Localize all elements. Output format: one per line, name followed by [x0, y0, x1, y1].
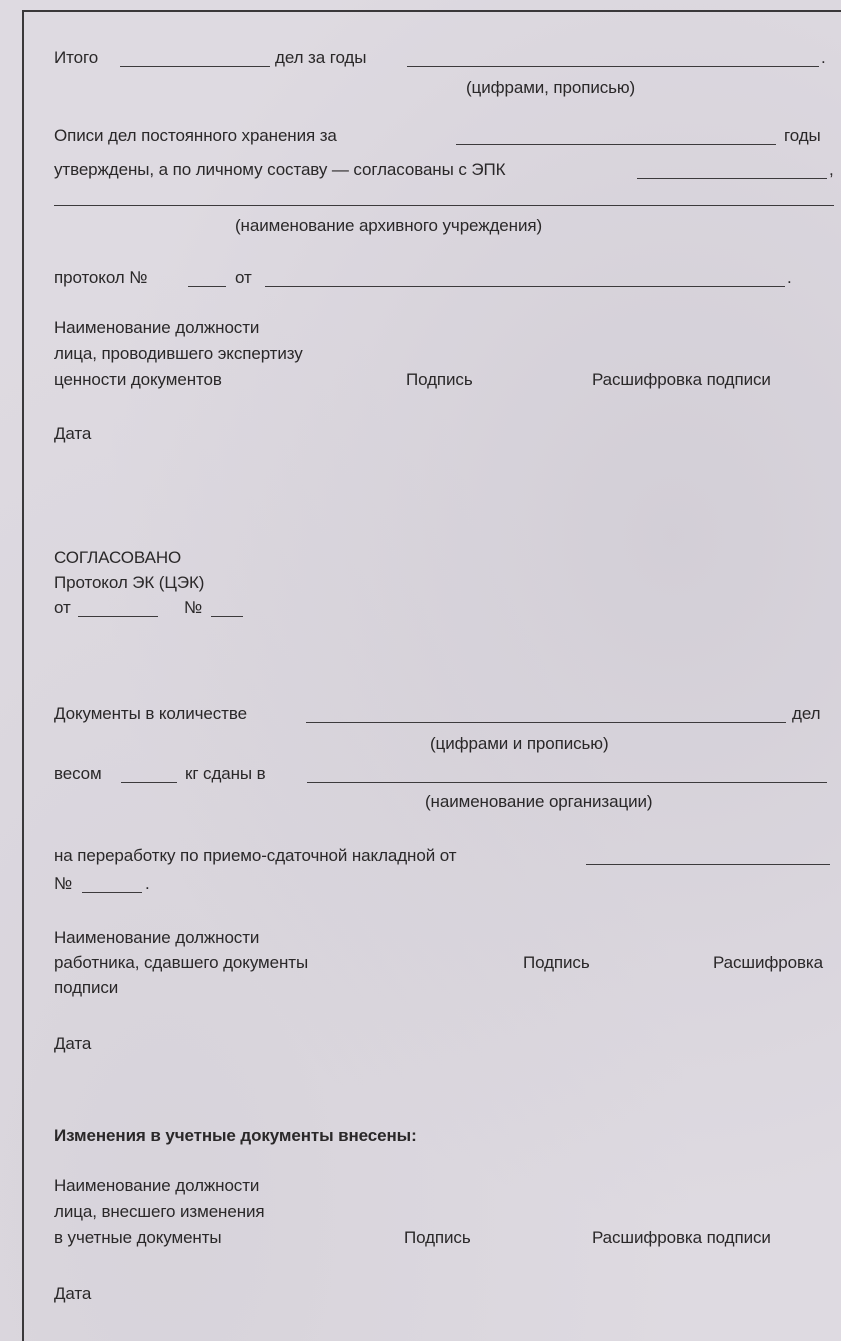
form-frame-top: [22, 10, 841, 12]
expert-position-line2: лица, проводившего экспертизу: [54, 344, 303, 363]
inventories-years-blank[interactable]: [456, 144, 776, 145]
protocol-from: от: [235, 268, 252, 287]
approved-date-blank[interactable]: [78, 616, 158, 617]
inventories-line2: утверждены, а по личному составу — согласованы с ЭПК: [54, 160, 506, 179]
worker-position-line2: работника, сдавшего документы: [54, 953, 309, 972]
expert-position-line3: ценности документов: [54, 370, 222, 389]
approved-from: от: [54, 598, 71, 617]
expert-date-label: Дата: [54, 424, 92, 443]
inventories-line1: Описи дел постоянного хранения за: [54, 126, 337, 145]
protocol-end: .: [787, 268, 792, 287]
approved-title: СОГЛАСОВАНО: [54, 548, 182, 567]
total-end: .: [821, 48, 826, 67]
invoice-number-blank[interactable]: [82, 892, 142, 893]
protocol-number-blank[interactable]: [188, 286, 226, 287]
total-count-blank[interactable]: [120, 66, 270, 67]
documents-weight-blank[interactable]: [121, 782, 177, 783]
approved-protocol: Протокол ЭК (ЦЭК): [54, 573, 205, 592]
recycle-date-blank[interactable]: [586, 864, 830, 865]
documents-qty-blank[interactable]: [306, 722, 786, 723]
archive-name-blank[interactable]: [54, 205, 834, 206]
changes-position-line1: Наименование должности: [54, 1176, 260, 1195]
expert-signature-label: Подпись: [406, 370, 473, 389]
expert-decoding-label: Расшифровка подписи: [592, 370, 771, 389]
invoice-number-label: №: [54, 874, 73, 893]
worker-position-line1: Наименование должности: [54, 928, 260, 947]
documents-qty-label: Документы в количестве: [54, 704, 247, 723]
worker-date-label: Дата: [54, 1034, 92, 1053]
changes-date-label: Дата: [54, 1284, 92, 1303]
changes-decoding-label: Расшифровка подписи: [592, 1228, 771, 1247]
recycle-label: на переработку по приемо-сдаточной накладной от: [54, 846, 457, 865]
changes-heading: Изменения в учетные документы внесены:: [54, 1126, 417, 1145]
inventories-years-suffix: годы: [784, 126, 821, 145]
total-mid-text: дел за годы: [275, 48, 367, 67]
protocol-date-blank[interactable]: [265, 286, 785, 287]
protocol-label: протокол №: [54, 268, 148, 287]
changes-signature-label: Подпись: [404, 1228, 471, 1247]
form-frame-left: [22, 10, 24, 1341]
total-hint: (цифрами, прописью): [466, 78, 636, 97]
inventories-line2-suffix: ,: [829, 160, 834, 179]
worker-decoding-label: Расшифровка: [713, 953, 823, 972]
documents-qty-hint: (цифрами и прописью): [430, 734, 609, 753]
documents-weight-mid: кг сданы в: [185, 764, 266, 783]
recipient-org-blank[interactable]: [307, 782, 827, 783]
total-years-blank[interactable]: [407, 66, 819, 67]
worker-position-line3: подписи: [54, 978, 119, 997]
recipient-org-hint: (наименование организации): [425, 792, 653, 811]
changes-position-line3: в учетные документы: [54, 1228, 222, 1247]
changes-position-line2: лица, внесшего изменения: [54, 1202, 265, 1221]
epk-blank[interactable]: [637, 178, 827, 179]
approved-number: №: [184, 598, 203, 617]
approved-number-blank[interactable]: [211, 616, 243, 617]
invoice-number-end: .: [145, 874, 150, 893]
total-label: Итого: [54, 48, 99, 67]
worker-signature-label: Подпись: [523, 953, 590, 972]
documents-qty-suffix: дел: [792, 704, 821, 723]
archive-name-hint: (наименование архивного учреждения): [235, 216, 543, 235]
documents-weight-label: весом: [54, 764, 102, 783]
expert-position-line1: Наименование должности: [54, 318, 260, 337]
